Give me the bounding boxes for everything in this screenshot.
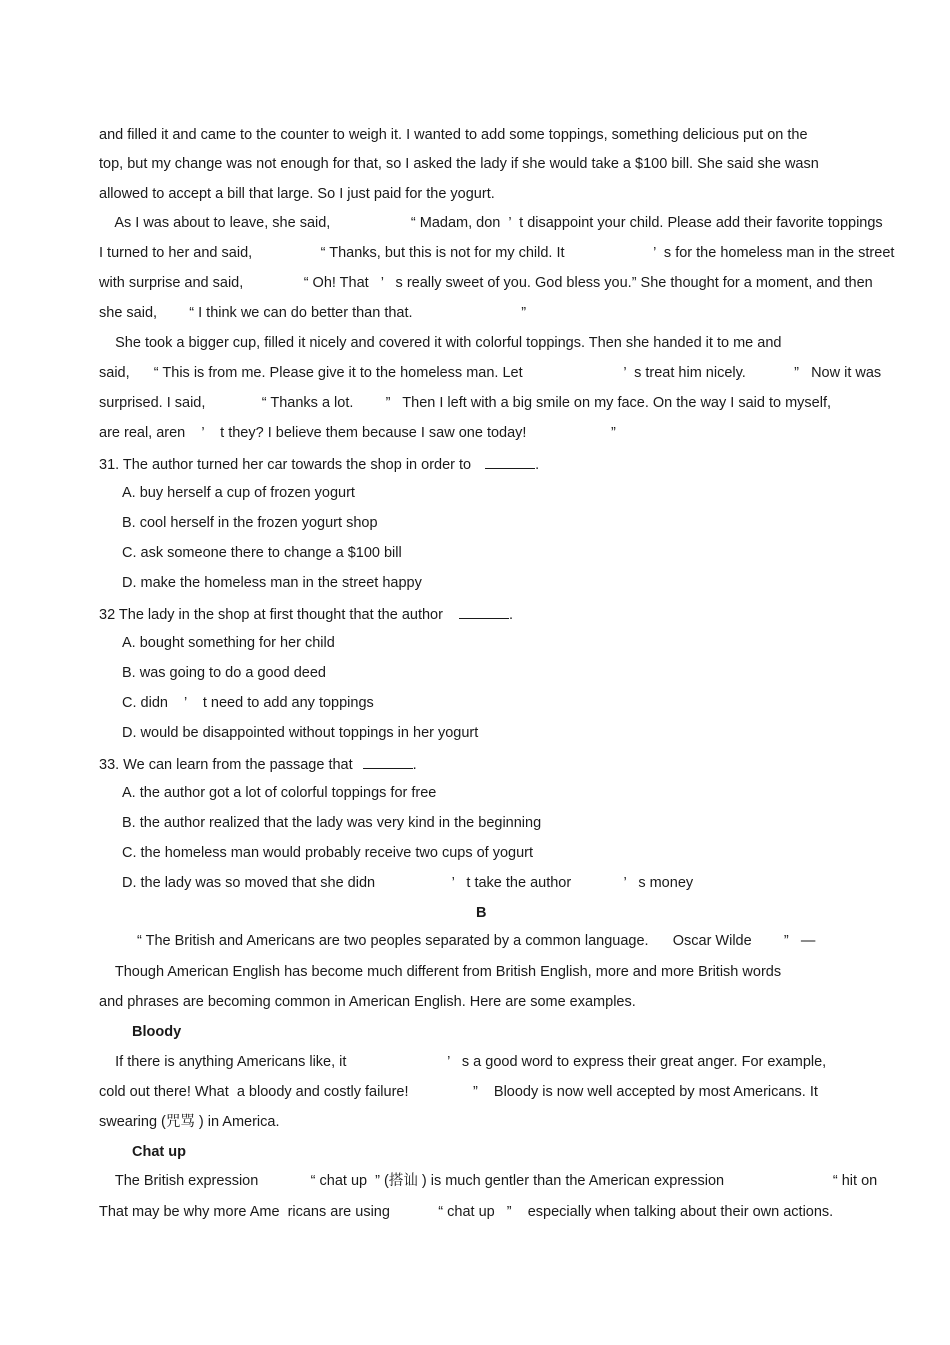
option-c: C. ask someone there to change a $100 bill: [122, 545, 402, 561]
question-33-text: 33. We can learn from the passage that: [99, 757, 353, 773]
option-b: B. the author realized that the lady was very kind in the beginning: [122, 815, 542, 831]
passage-line: allowed to accept a bill that large. So I just paid for the yogurt.: [99, 186, 495, 202]
term-line: The British expression “ chat up ” (搭讪 ) is much gentler than the American expression “ hit on: [99, 1173, 878, 1189]
question-stem: [99, 754, 417, 774]
term-line: If there is anything Americans like, it ’ s a good word to express their great anger. For example,: [99, 1054, 827, 1070]
option-c: C. didn ’ t need to add any toppings: [122, 695, 374, 711]
option-d: D. would be disappointed without toppings in her yogurt: [122, 725, 479, 741]
epigraph-quote: “ The British and Americans are two peoples separated by a common language. Oscar Wilde ” —: [137, 933, 816, 949]
intro-line: Though American English has become much different from British English, more and more British words: [99, 964, 782, 980]
term-line: swearing (咒骂 ) in America.: [99, 1114, 280, 1130]
passage-line: she said, “ I think we can do better than that. ”: [99, 305, 527, 321]
option-b: B. was going to do a good deed: [122, 665, 326, 681]
answer-blank: [485, 454, 535, 469]
passage-line: As I was about to leave, she said, “ Madam, don ’ t disappoint your child. Please add their favorite toppings: [99, 215, 883, 231]
passage-line: surprised. I said, “ Thanks a lot. ” Then I left with a big smile on my face. On the way I said to myself,: [99, 395, 832, 411]
option-a: A. bought something for her child: [122, 635, 335, 651]
term-heading: Chat up: [132, 1144, 186, 1160]
question-stem: [99, 604, 513, 624]
passage-line: with surprise and said, “ Oh! That ’ s really sweet of you. God bless you.” She thought for a moment, and then: [99, 275, 873, 291]
passage-line: She took a bigger cup, filled it nicely and covered it with colorful toppings. Then she handed it to me and: [99, 335, 782, 351]
passage-line: said, “ This is from me. Please give it to the homeless man. Let ’ s treat him nicely. ” Now it was: [99, 365, 882, 381]
passage-line: I turned to her and said, “ Thanks, but this is not for my child. It ’ s for the homeless man in the street: [99, 245, 895, 261]
question-end-mark: .: [508, 607, 513, 623]
term-line: That may be why more Ame ricans are using “ chat up ” especially when talking about their own actions.: [99, 1204, 834, 1220]
passage-line: top, but my change was not enough for that, so I asked the lady if she would take a $100 bill. She said she wasn: [99, 156, 819, 172]
passage-line: and filled it and came to the counter to weigh it. I wanted to add some toppings, something delicious put on the: [99, 127, 808, 143]
option-a: A. the author got a lot of colorful toppings for free: [122, 785, 437, 801]
question-end-mark: .: [535, 457, 540, 473]
option-c: C. the homeless man would probably receive two cups of yogurt: [122, 845, 534, 861]
option-a: A. buy herself a cup of frozen yogurt: [122, 485, 355, 501]
question-stem: [99, 454, 539, 474]
option-b: B. cool herself in the frozen yogurt shop: [122, 515, 378, 531]
term-line: cold out there! What a bloody and costly failure! ” Bloody is now well accepted by most Americans. It: [99, 1084, 818, 1100]
intro-line: and phrases are becoming common in American English. Here are some examples.: [99, 994, 636, 1010]
answer-blank: [459, 604, 509, 619]
option-d: D. the lady was so moved that she didn ’ t take the author ’ s money: [122, 875, 694, 891]
answer-blank: [363, 754, 413, 769]
question-32-text: 32 The lady in the shop at first thought that the author: [99, 607, 443, 623]
option-d: D. make the homeless man in the street happy: [122, 575, 422, 591]
section-heading: B: [476, 905, 487, 921]
question-31-text: 31. The author turned her car towards the shop in order to: [99, 457, 472, 473]
question-end-mark: .: [412, 757, 417, 773]
term-heading: Bloody: [132, 1024, 182, 1040]
passage-line: are real, aren ’ t they? I believe them because I saw one today! ”: [99, 425, 616, 441]
